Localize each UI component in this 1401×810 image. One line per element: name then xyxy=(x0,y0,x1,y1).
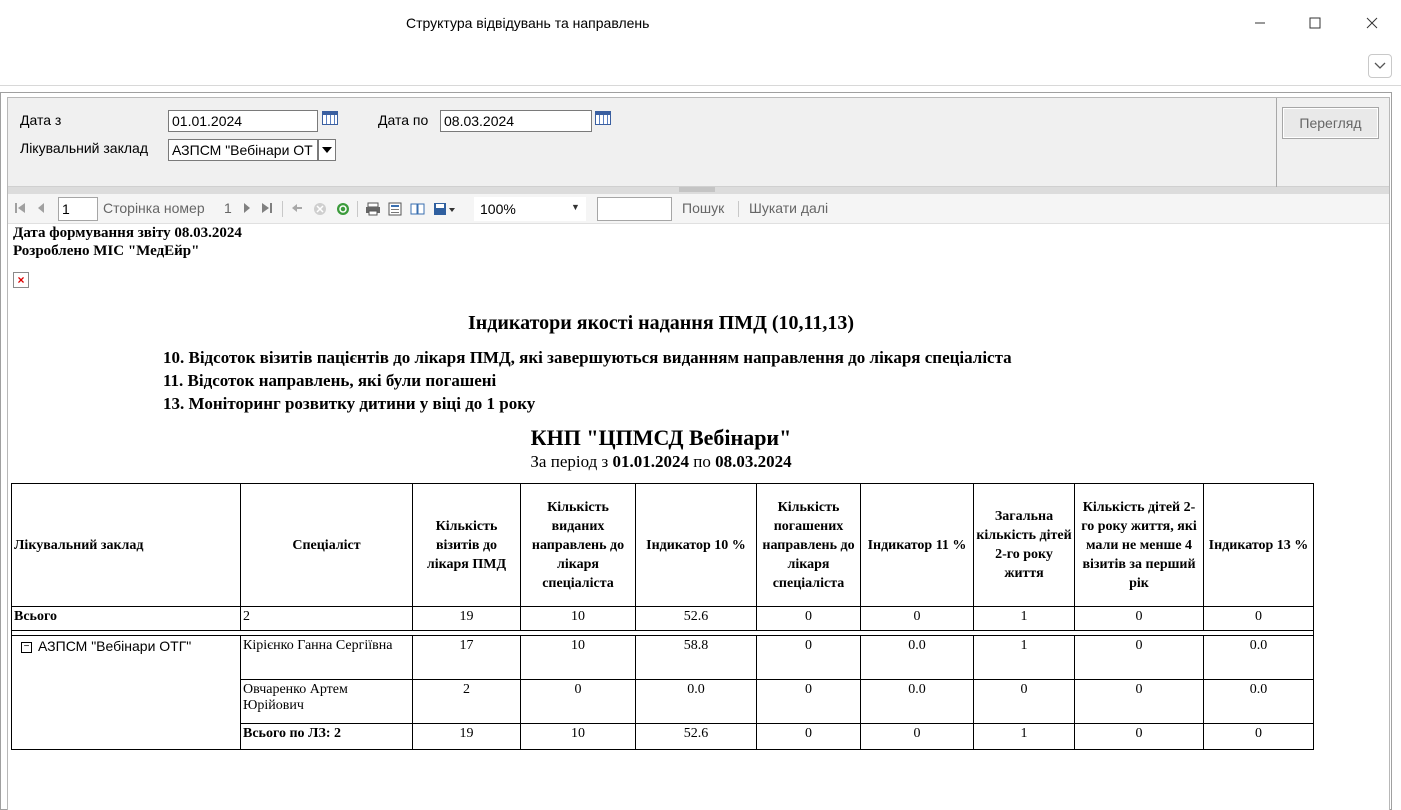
facility-select[interactable]: АЗПСМ "Вебінари ОТ xyxy=(168,139,318,161)
report-toolbar xyxy=(8,194,1389,224)
print-icon[interactable] xyxy=(365,202,381,219)
row-referrals: 10 xyxy=(521,636,636,680)
back-icon[interactable] xyxy=(291,202,303,217)
toolbar-separator xyxy=(282,201,283,217)
row-redeemed: 0 xyxy=(757,636,861,680)
calendar-icon[interactable] xyxy=(595,111,611,125)
date-to-label: Дата по xyxy=(378,112,429,128)
organization-name: КНП "ЦПМСД Вебінари" xyxy=(530,425,792,450)
table-header-row xyxy=(12,484,1314,607)
indicator-13-line: 13. Моніторинг розвитку дитини у віці до 1 року xyxy=(163,394,536,413)
total-redeemed: 0 xyxy=(757,607,861,631)
period-from: 01.01.2024 xyxy=(612,452,689,471)
report-viewer xyxy=(7,97,1390,810)
table-row xyxy=(12,636,1314,680)
row-visits: 17 xyxy=(413,636,521,680)
row-children-4: 0 xyxy=(1075,636,1204,680)
report-title: Індикатори якості надання ПМД (10,11,13) xyxy=(467,312,855,334)
subtotal-indicator-10: 52.6 xyxy=(636,724,757,750)
total-label: Всього xyxy=(12,607,241,631)
chevron-down-icon xyxy=(1374,62,1386,70)
subtotal-children-4: 0 xyxy=(1075,724,1204,750)
total-visits: 19 xyxy=(413,607,521,631)
row-redeemed: 0 xyxy=(757,680,861,724)
subtotal-visits: 19 xyxy=(413,724,521,750)
date-to-input[interactable]: 08.03.2024 xyxy=(440,110,592,132)
params-divider xyxy=(1276,98,1277,187)
search-link[interactable]: Пошук xyxy=(682,200,725,216)
export-icon[interactable] xyxy=(433,202,455,219)
total-children: 1 xyxy=(974,607,1075,631)
first-page-icon[interactable] xyxy=(14,202,26,217)
splitter-grip[interactable] xyxy=(679,187,715,192)
header-indicator-10: Індикатор 10 % xyxy=(636,484,757,607)
header-children-4-visits: Кількість дітей 2-го року життя, які мали не менше 4 візитів за перший рік xyxy=(1075,484,1204,607)
row-indicator-10: 0.0 xyxy=(636,680,757,724)
minimize-icon xyxy=(1254,17,1266,29)
header-redeemed: Кількість погашених направлень до лікаря спеціаліста xyxy=(757,484,861,607)
specialist-name: Овчаренко Артем Юрійович xyxy=(241,680,413,724)
window-title: Структура відвідувань та направлень xyxy=(406,15,650,31)
subtotal-indicator-13: 0 xyxy=(1204,724,1314,750)
subtotal-indicator-11: 0 xyxy=(861,724,974,750)
previous-page-icon[interactable] xyxy=(36,202,46,217)
period-to: 08.03.2024 xyxy=(715,452,792,471)
header-indicator-11: Індикатор 11 % xyxy=(861,484,974,607)
total-indicator-10: 52.6 xyxy=(636,607,757,631)
refresh-icon[interactable] xyxy=(336,202,350,219)
zoom-select[interactable]: 100% xyxy=(474,197,586,221)
total-children-4: 0 xyxy=(1075,607,1204,631)
row-visits: 2 xyxy=(413,680,521,724)
header-specialist: Спеціаліст xyxy=(241,484,413,607)
report-developer: Розроблено МІС "МедЕйр" xyxy=(13,243,200,259)
chevron-down-icon[interactable]: ▼ xyxy=(571,202,580,212)
header-referrals: Кількість виданих направлень до лікаря спеціаліста xyxy=(521,484,636,607)
report-period xyxy=(8,452,1314,472)
last-page-icon[interactable] xyxy=(261,202,273,217)
view-button[interactable]: Перегляд xyxy=(1282,107,1379,139)
minimize-button[interactable] xyxy=(1240,8,1280,38)
facility-dropdown-button[interactable] xyxy=(318,139,336,161)
row-indicator-11: 0.0 xyxy=(861,636,974,680)
chevron-down-icon xyxy=(322,147,332,153)
toolbar-separator xyxy=(738,201,739,217)
page-count: 1 xyxy=(224,200,232,216)
header-visits: Кількість візитів до лікаря ПМД xyxy=(413,484,521,607)
report-viewer-frame xyxy=(0,92,1392,810)
header-indicator-13: Індикатор 13 % xyxy=(1204,484,1314,607)
close-button[interactable] xyxy=(1352,8,1392,38)
facility-label: Лікувальний заклад xyxy=(20,140,148,156)
header-children: Загальна кількість дітей 2-го року життя xyxy=(974,484,1075,607)
ribbon-collapse-button[interactable] xyxy=(1368,54,1392,78)
group-facility-name: АЗПСМ "Вебінари ОТГ" xyxy=(38,638,192,654)
row-indicator-10: 58.8 xyxy=(636,636,757,680)
close-icon xyxy=(1366,17,1378,29)
row-indicator-11: 0.0 xyxy=(861,680,974,724)
subtotal-children: 1 xyxy=(974,724,1075,750)
indicator-10-line: 10. Відсоток візитів пацієнтів до лікаря ПМД, які завершуються виданням направлення до лікаря спеціаліста xyxy=(163,348,1012,367)
next-page-icon[interactable] xyxy=(242,202,252,217)
date-from-label: Дата з xyxy=(20,112,62,128)
indicator-11-line: 11. Відсоток направлень, які були погашені xyxy=(163,371,497,390)
period-prefix: За період з xyxy=(530,452,609,471)
page-number-input[interactable]: 1 xyxy=(58,197,98,221)
parameters-panel xyxy=(8,98,1389,187)
header-facility: Лікувальний заклад xyxy=(12,484,241,607)
total-indicator-11: 0 xyxy=(861,607,974,631)
date-from-input[interactable]: 01.01.2024 xyxy=(168,110,318,132)
search-next-link[interactable]: Шукати далі xyxy=(749,200,829,216)
print-layout-icon[interactable] xyxy=(388,202,402,219)
stop-icon[interactable] xyxy=(313,202,327,219)
table-row-total xyxy=(12,607,1314,631)
total-specialist: 2 xyxy=(241,607,413,631)
splitter[interactable] xyxy=(8,187,1389,194)
row-children: 1 xyxy=(974,636,1075,680)
title-bar xyxy=(0,0,1401,46)
maximize-button[interactable] xyxy=(1295,8,1335,38)
subtotal-label: Всього по ЛЗ: 2 xyxy=(241,724,413,750)
toolbar-separator xyxy=(357,201,358,217)
group-facility-cell xyxy=(12,636,241,750)
search-input[interactable] xyxy=(597,197,672,221)
report-body xyxy=(8,225,1389,810)
row-indicator-13: 0.0 xyxy=(1204,680,1314,724)
total-referrals: 10 xyxy=(521,607,636,631)
collapse-group-icon[interactable]: − xyxy=(21,642,32,653)
ribbon-area xyxy=(0,46,1401,86)
page-setup-icon[interactable] xyxy=(410,202,426,219)
period-mid: по xyxy=(693,452,711,471)
broken-image-icon: × xyxy=(13,272,29,288)
total-indicator-13: 0 xyxy=(1204,607,1314,631)
maximize-icon xyxy=(1309,17,1321,29)
page-label: Сторінка номер xyxy=(103,200,205,216)
row-children: 0 xyxy=(974,680,1075,724)
report-generated-date: Дата формування звіту 08.03.2024 xyxy=(13,225,242,241)
subtotal-redeemed: 0 xyxy=(757,724,861,750)
indicators-table xyxy=(11,483,1314,750)
specialist-name: Кірієнко Ганна Сергіївна xyxy=(241,636,413,680)
row-children-4: 0 xyxy=(1075,680,1204,724)
subtotal-referrals: 10 xyxy=(521,724,636,750)
row-indicator-13: 0.0 xyxy=(1204,636,1314,680)
row-referrals: 0 xyxy=(521,680,636,724)
calendar-icon[interactable] xyxy=(322,111,338,125)
